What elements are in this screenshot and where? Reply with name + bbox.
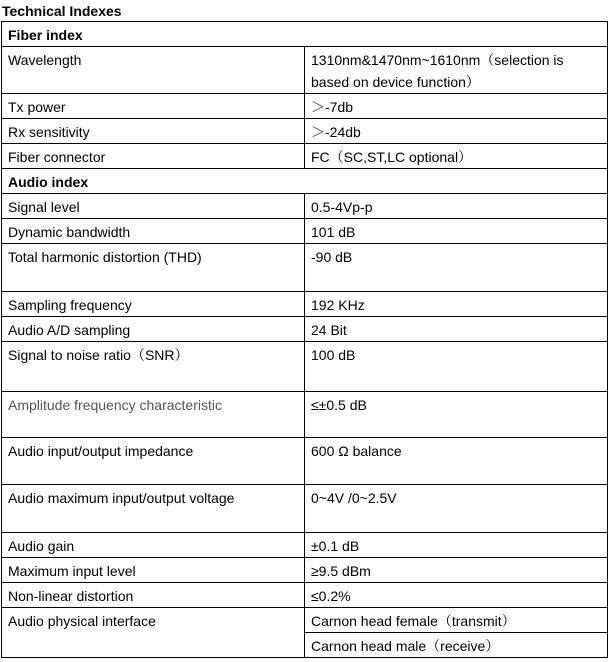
row-value: ±0.1 dB <box>305 533 608 558</box>
technical-indexes-table <box>1 21 608 658</box>
table-row <box>2 558 608 583</box>
table-row <box>2 144 608 169</box>
row-value: 100 dB <box>305 342 608 392</box>
document-title: Technical Indexes <box>2 3 122 19</box>
row-value-2: Carnon head male（receive） <box>305 633 608 658</box>
row-value: ＞-7db <box>305 94 608 119</box>
row-value: -90 dB <box>305 244 608 292</box>
table-row <box>2 342 608 392</box>
row-label: Audio physical interface <box>2 608 305 658</box>
row-value: ＞-24db <box>305 119 608 144</box>
section-header-row <box>2 22 608 47</box>
row-label: Dynamic bandwidth <box>2 219 305 244</box>
table-row <box>2 119 608 144</box>
row-label: Signal level <box>2 194 305 219</box>
row-label: Fiber connector <box>2 144 305 169</box>
section-heading: Audio index <box>2 169 608 194</box>
row-label: Audio maximum input/output voltage <box>2 485 305 533</box>
table-row <box>2 533 608 558</box>
row-value: 0.5-4Vp-p <box>305 194 608 219</box>
row-label: Rx sensitivity <box>2 119 305 144</box>
table-row <box>2 583 608 608</box>
row-label: Maximum input level <box>2 558 305 583</box>
table-row <box>2 47 608 94</box>
row-label: Sampling frequency <box>2 292 305 317</box>
table-row <box>2 438 608 485</box>
section-heading: Fiber index <box>2 22 608 47</box>
row-label: Audio A/D sampling <box>2 317 305 342</box>
row-label: Audio gain <box>2 533 305 558</box>
row-label: Tx power <box>2 94 305 119</box>
section-header-row <box>2 169 608 194</box>
row-label: Amplitude frequency characteristic <box>2 392 305 438</box>
row-label: Signal to noise ratio（SNR） <box>2 342 305 392</box>
row-label: Non-linear distortion <box>2 583 305 608</box>
row-value: 24 Bit <box>305 317 608 342</box>
table-row <box>2 244 608 292</box>
row-value: 1310nm&1470nm~1610nm（selection is based on device function） <box>305 47 608 94</box>
row-value: 101 dB <box>305 219 608 244</box>
row-value: FC（SC,ST,LC optional） <box>305 144 608 169</box>
row-value: 0~4V /0~2.5V <box>305 485 608 533</box>
table-row <box>2 292 608 317</box>
table-row <box>2 317 608 342</box>
row-value: ≤0.2% <box>305 583 608 608</box>
row-value: 192 KHz <box>305 292 608 317</box>
table-row <box>2 392 608 438</box>
row-value: Carnon head female（transmit） <box>305 608 608 633</box>
table-row <box>2 608 608 633</box>
row-value: ≤±0.5 dB <box>305 392 608 438</box>
row-label: Wavelength <box>2 47 305 94</box>
table-row <box>2 194 608 219</box>
row-value: ≥9.5 dBm <box>305 558 608 583</box>
row-label: Audio input/output impedance <box>2 438 305 485</box>
table-row <box>2 485 608 533</box>
table-row <box>2 219 608 244</box>
row-value: 600 Ω balance <box>305 438 608 485</box>
row-label: Total harmonic distortion (THD) <box>2 244 305 292</box>
table-row <box>2 94 608 119</box>
